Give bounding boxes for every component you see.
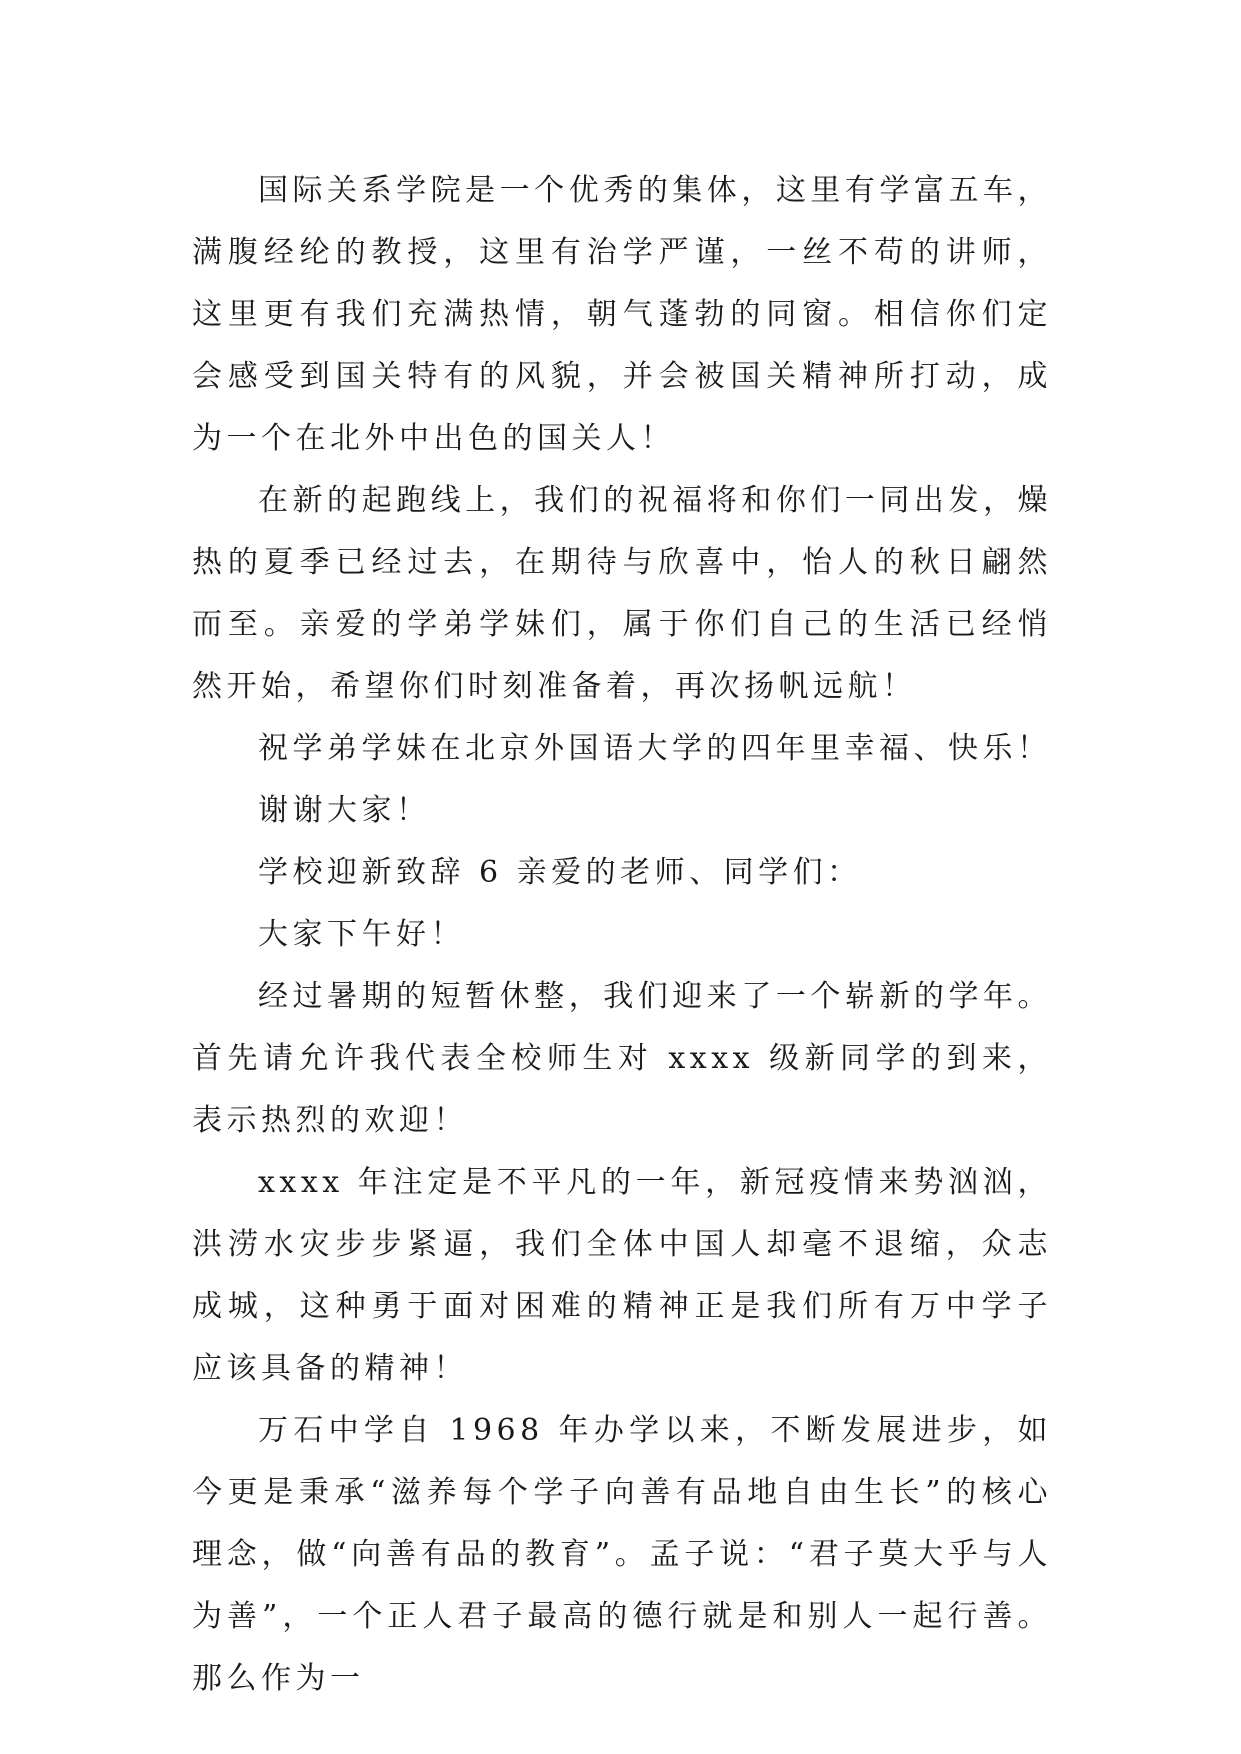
paragraph: xxxx 年注定是不平凡的一年，新冠疫情来势汹汹，洪涝水灾步步紧逼，我们全体中国人却毫不退缩，众志成城，这种勇于面对困难的精神正是我们所有万中学子应该具备的精神！ [192,1165,1052,1386]
paragraph: 国际关系学院是一个优秀的集体，这里有学富五车，满腹经纶的教授，这里有治学严谨，一丝不苟的讲师，这里更有我们充满热情，朝气蓬勃的同窗。相信你们定会感受到国关特有的风貌，并会被国关精神所打动，成为一个在北外中出色的国关人！ [192,173,1052,456]
document-body [192,160,1052,1710]
paragraph: 在新的起跑线上，我们的祝福将和你们一同出发，燥热的夏季已经过去，在期待与欣喜中，怡人的秋日翩然而至。亲爱的学弟学妹们，属于你们自己的生活已经悄然开始，希望你们时刻准备着，再次扬帆远航！ [192,483,1052,704]
paragraph: 大家下午好！ [258,917,465,952]
paragraph: 万石中学自 1968 年办学以来，不断发展进步，如今更是秉承“滋养每个学子向善有品地自由生长”的核心理念，做“向善有品的教育”。孟子说：“君子莫大乎与人为善”，一个正人君子最高的德行就是和别人一起行善。那么作为一 [192,1413,1052,1696]
paragraph: 经过暑期的短暂休整，我们迎来了一个崭新的学年。首先请允许我代表全校师生对 xxxx 级新同学的到来，表示热烈的欢迎！ [192,979,1052,1138]
paragraph: 谢谢大家！ [258,793,431,828]
paragraph: 学校迎新致辞 6 亲爱的老师、同学们： [258,855,862,890]
paragraph: 祝学弟学妹在北京外国语大学的四年里幸福、快乐！ [258,731,1052,766]
